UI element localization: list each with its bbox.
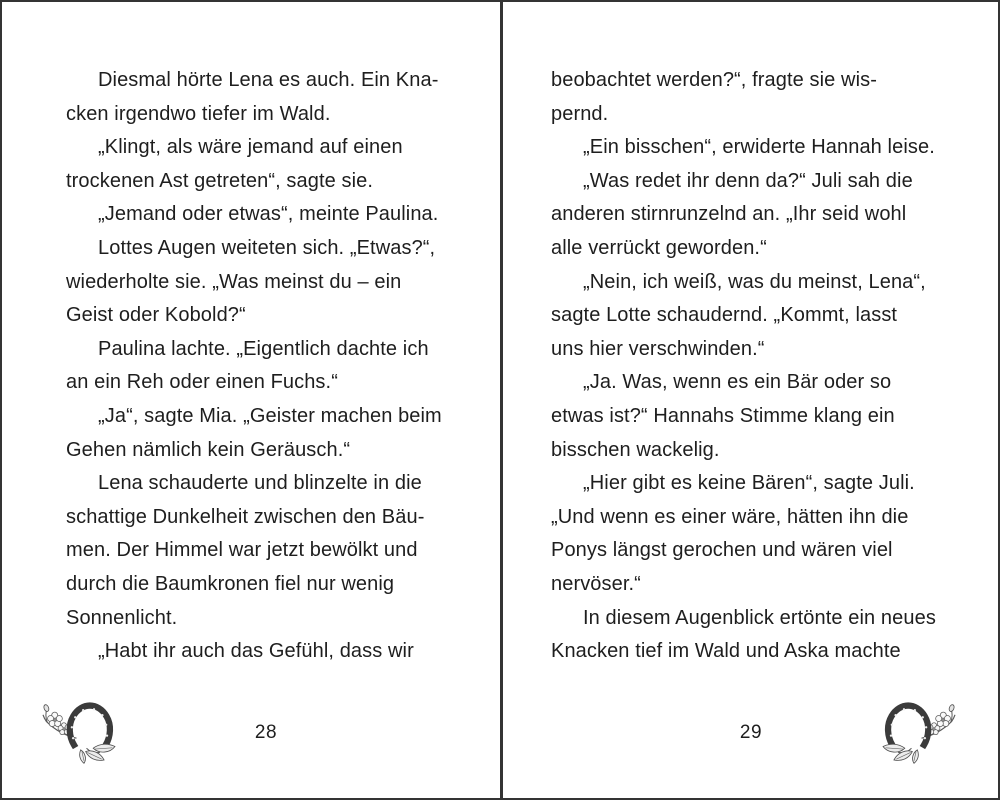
text-line: an ein Reh oder einen Fuchs.“ xyxy=(66,371,338,394)
text-line: „Ja. Was, wenn es ein Bär oder so xyxy=(583,371,892,394)
text-line: wiederholte sie. „Was meinst du – ein xyxy=(66,270,402,293)
text-line: bisschen wackelig. xyxy=(551,438,720,461)
left-page-text xyxy=(66,64,466,669)
text-line: etwas ist?“ Hannahs Stimme klang ein xyxy=(551,404,895,427)
horseshoe-ornament-icon xyxy=(868,701,960,767)
text-line: Diesmal hörte Lena es auch. Ein Kna- xyxy=(98,69,439,91)
text-line: anderen stirnrunzelnd an. „Ihr seid wohl xyxy=(551,203,907,226)
text-line: Lottes Augen weiteten sich. „Etwas?“, xyxy=(98,236,436,259)
text-line: „Nein, ich weiß, was du meinst, Lena“, xyxy=(583,270,926,293)
right-page-text xyxy=(551,64,951,669)
text-line: „Ja“, sagte Mia. „Geister machen beim xyxy=(98,404,442,427)
text-line: Ponys längst gerochen und wären viel xyxy=(551,539,893,562)
text-line: alle verrückt geworden.“ xyxy=(551,236,767,259)
text-line: Knacken tief im Wald und Aska machte xyxy=(551,640,901,663)
text-line: „Klingt, als wäre jemand auf einen xyxy=(98,136,403,159)
text-line: „Was redet ihr denn da?“ Juli sah die xyxy=(583,169,913,192)
text-line: Paulina lachte. „Eigentlich dachte ich xyxy=(98,337,429,360)
text-line: uns hier verschwinden.“ xyxy=(551,337,765,360)
text-line: Lena schauderte und blinzelte in die xyxy=(98,472,422,495)
text-line: pernd. xyxy=(551,102,609,125)
text-line: men. Der Himmel war jetzt bewölkt und xyxy=(66,539,418,562)
text-line: durch die Baumkronen fiel nur wenig xyxy=(66,572,395,595)
text-line: beobachtet werden?“, fragte sie wis- xyxy=(551,69,877,91)
text-line: In diesem Augenblick ertönte ein neues xyxy=(583,606,936,629)
text-line: „Und wenn es einer wäre, hätten ihn die xyxy=(551,505,909,528)
text-line: schattige Dunkelheit zwischen den Bäu- xyxy=(66,505,425,528)
text-line: sagte Lotte schaudernd. „Kommt, lasst xyxy=(551,304,898,327)
text-line: trockenen Ast getreten“, sagte sie. xyxy=(66,169,374,192)
left-page-number: 28 xyxy=(254,722,278,743)
text-line: Gehen nämlich kein Geräusch.“ xyxy=(66,438,351,461)
page-divider xyxy=(500,2,503,798)
text-line: „Jemand oder etwas“, meinte Paulina. xyxy=(98,203,439,226)
text-line: Sonnenlicht. xyxy=(66,606,178,629)
text-line: Geist oder Kobold?“ xyxy=(66,304,246,327)
text-line: „Habt ihr auch das Gefühl, dass wir xyxy=(98,640,414,663)
text-line: nervöser.“ xyxy=(551,572,641,595)
text-line: „Ein bisschen“, erwiderte Hannah leise. xyxy=(583,136,935,159)
text-line: cken irgendwo tiefer im Wald. xyxy=(66,102,331,125)
right-page-number: 29 xyxy=(739,722,763,743)
text-line: „Hier gibt es keine Bären“, sagte Juli. xyxy=(583,472,915,495)
